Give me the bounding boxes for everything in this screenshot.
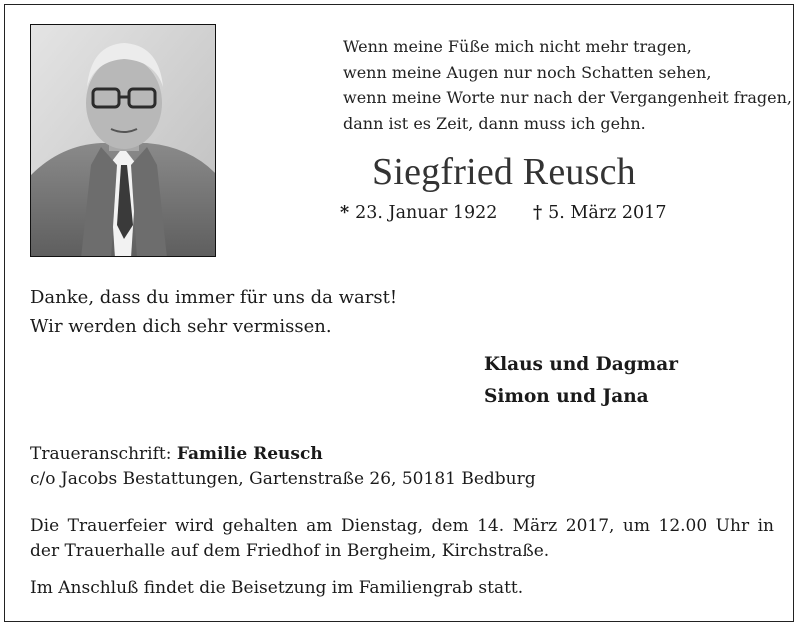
birth-date-text: 23. Januar 1922 [355,203,498,223]
funeral-info-word: am [306,516,333,536]
deceased-name: Siegfried Reusch [372,151,636,193]
poem-line: wenn meine Worte nur nach der Vergangenheit fragen, [343,88,793,107]
thanks-line: Wir werden dich sehr vermissen. [30,316,332,337]
address-line-1 [30,442,536,467]
family-signatures [484,349,678,413]
thanks-line: Danke, dass du immer für uns da warst! [30,287,398,308]
funeral-info-word: dem [431,516,469,536]
portrait-image [31,25,216,257]
funeral-info-word: in [757,516,774,536]
funeral-info-word: 2017, [565,516,615,536]
birth-date [340,203,497,223]
funeral-info-word: März [512,516,558,536]
funeral-info-word: Uhr [715,516,750,536]
funeral-info-word: gehalten [222,516,298,536]
burial-info: Im Anschluß findet die Beisetzung im Familiengrab statt. [30,578,524,598]
thanks-message [30,283,397,341]
address-label: Traueranschrift: [30,444,172,464]
poem [343,34,792,136]
funeral-info-word: 14. [477,516,505,536]
address-line-2: c/o Jacobs Bestattungen, Gartenstraße 26, 50181 Bedburg [30,469,536,489]
funeral-info-word: Trauerfeier [67,516,167,536]
funeral-info-word: 12.00 [658,516,708,536]
family-line: Simon und Jana [484,386,649,407]
poem-line: dann ist es Zeit, dann muss ich gehn. [343,113,646,133]
portrait-photo [30,24,216,257]
funeral-info-word: Die [30,516,60,536]
funeral-info-word: um [622,516,650,536]
funeral-info [30,514,774,564]
family-line: Klaus und Dagmar [484,354,678,375]
death-date [533,203,666,223]
birth-star-icon: * [340,203,350,223]
poem-line: wenn meine Augen nur noch Schatten sehen, [343,62,712,82]
mourning-address [30,442,536,492]
funeral-info-line-2: der Trauerhalle auf dem Friedhof in Bergheim, Kirchstraße. [30,541,550,561]
address-name: Familie Reusch [176,444,323,464]
poem-line: Wenn meine Füße mich nicht mehr tragen, [343,37,692,56]
death-date-text: 5. März 2017 [548,203,667,223]
death-cross-icon: † [533,203,543,223]
funeral-info-word: wird [174,516,214,536]
funeral-info-word: Dienstag, [340,516,423,536]
funeral-info-line-1 [30,514,774,539]
